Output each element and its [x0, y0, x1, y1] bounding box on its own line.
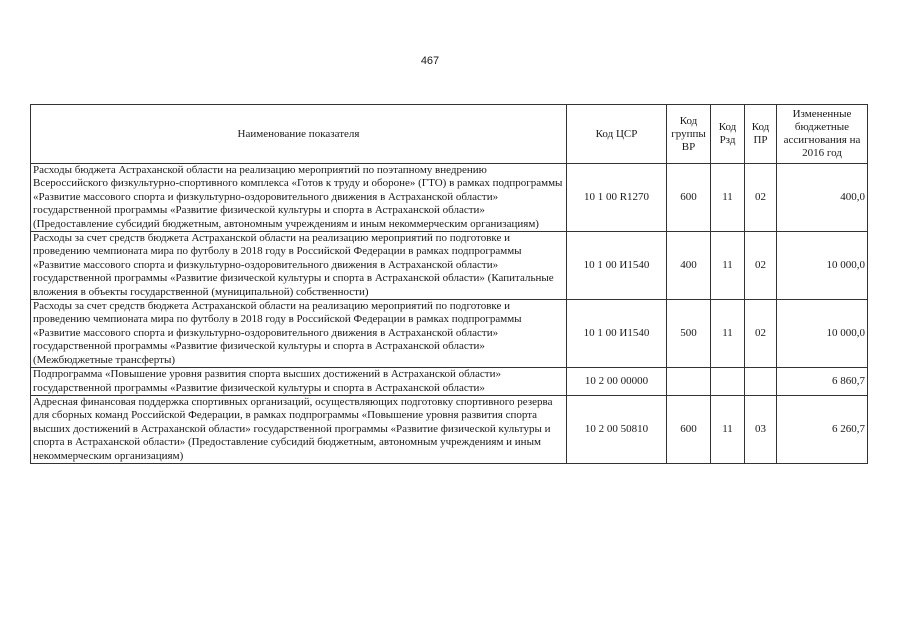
header-pr: Код ПР — [745, 105, 777, 164]
row-vr: 600 — [667, 395, 711, 463]
row-rzd — [711, 368, 745, 396]
row-amount: 10 000,0 — [777, 232, 868, 300]
row-csr: 10 1 00 И1540 — [567, 232, 667, 300]
row-name: Подпрограмма «Повышение уровня развития спорта высших достижений в Астраханской области» государственной программы «Развитие физической культуры и спорта в Астраханской области» — [31, 368, 567, 396]
row-amount: 6 260,7 — [777, 395, 868, 463]
row-pr: 02 — [745, 164, 777, 232]
row-rzd: 11 — [711, 164, 745, 232]
row-rzd: 11 — [711, 395, 745, 463]
row-pr: 02 — [745, 300, 777, 368]
budget-table — [30, 104, 868, 464]
header-amount: Измененные бюджетные ассигнования на 2016 год — [777, 105, 868, 164]
table-row — [31, 395, 868, 463]
row-csr: 10 1 00 И1540 — [567, 300, 667, 368]
row-csr: 10 1 00 R1270 — [567, 164, 667, 232]
row-vr: 500 — [667, 300, 711, 368]
row-name: Расходы за счет средств бюджета Астраханской области на реализацию мероприятий по подготовке и проведению чемпионата мира по футболу в 2018 году в Российской Федерации в рамках подпрограммы «Развитие массового спорта и физкультурно-оздоровительного движения в Астраханской области» государственной программы «Развитие физической культуры и спорта в Астраханской области» (Капитальные вложения в объекты государственной (муниципальной) собственности) — [31, 232, 567, 300]
row-vr: 400 — [667, 232, 711, 300]
table-row — [31, 164, 868, 232]
header-name: Наименование показателя — [31, 105, 567, 164]
row-amount: 6 860,7 — [777, 368, 868, 396]
table-row — [31, 232, 868, 300]
row-name: Расходы за счет средств бюджета Астраханской области на реализацию мероприятий по подготовке и проведению чемпионата мира по футболу в 2018 году в Российской Федерации в рамках подпрограммы «Развитие массового спорта и физкультурно-оздоровительного движения в Астраханской области» государственной программы «Развитие физической культуры и спорта в Астраханской области» (Межбюджетные трансферты) — [31, 300, 567, 368]
table-row — [31, 368, 868, 396]
row-name: Расходы бюджета Астраханской области на реализацию мероприятий по поэтапному внедрению Всероссийского физкультурно-спортивного комплекса «Готов к труду и обороне» (ГТО) в рамках подпрограммы «Развитие массового спорта и физкультурно-оздоровительного движения в Астраханской области» государственной программы «Развитие физической культуры и спорта в Астраханской области» (Предоставление субсидий бюджетным, автономным учреждениям и иным некоммерческим организациям) — [31, 164, 567, 232]
row-vr — [667, 368, 711, 396]
row-rzd: 11 — [711, 232, 745, 300]
table-header-row — [31, 105, 868, 164]
page-number: 467 — [420, 55, 440, 67]
header-group-vr: Код группы ВР — [667, 105, 711, 164]
table-row — [31, 300, 868, 368]
row-name: Адресная финансовая поддержка спортивных организаций, осуществляющих подготовку спортивного резерва для сборных команд Российской Федерации, в рамках подпрограммы «Повышение уровня развития спорта высших достижений в Астраханской области» государственной программы «Развитие физической культуры и спорта в Астраханской области» (Предоставление субсидий бюджетным, автономным учреждениям и иным некоммерческим организациям) — [31, 395, 567, 463]
row-rzd: 11 — [711, 300, 745, 368]
row-pr: 02 — [745, 232, 777, 300]
header-csr: Код ЦСР — [567, 105, 667, 164]
row-pr — [745, 368, 777, 396]
row-csr: 10 2 00 50810 — [567, 395, 667, 463]
row-amount: 10 000,0 — [777, 300, 868, 368]
row-pr: 03 — [745, 395, 777, 463]
row-vr: 600 — [667, 164, 711, 232]
header-rzd: Код Рзд — [711, 105, 745, 164]
row-csr: 10 2 00 00000 — [567, 368, 667, 396]
row-amount: 400,0 — [777, 164, 868, 232]
